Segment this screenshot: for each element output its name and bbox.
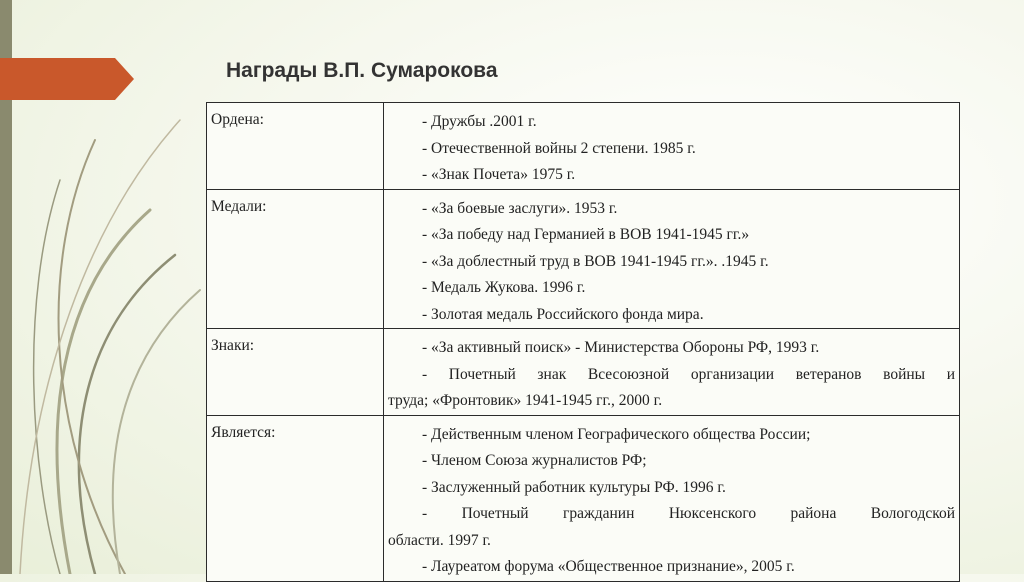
award-line: - «За боевые заслуги». 1953 г. xyxy=(422,199,618,217)
award-line: - Дружбы .2001 г. xyxy=(422,113,537,130)
award-line: - Золотая медаль Российского фонда мира. xyxy=(422,305,704,323)
category-cell: Ордена: xyxy=(207,103,384,190)
award-line: - «За доблестный труд в ВОВ 1941-1945 гг.». .1945 г. xyxy=(422,252,769,270)
award-line: труда; «Фронтовик» 1941-1945 гг., 2000 г. xyxy=(388,392,663,409)
award-line: области. 1997 г. xyxy=(388,531,491,549)
award-line: - Лауреатом форума «Общественное признание», 2005 г. xyxy=(422,558,795,575)
awards-table xyxy=(206,102,960,582)
award-line: - Действенным членом Географического общества России; xyxy=(422,425,811,443)
items-cell xyxy=(384,415,960,581)
table-row-badges xyxy=(207,329,960,416)
table-row-orders xyxy=(207,103,960,190)
category-cell: Знаки: xyxy=(207,329,384,416)
page-title: Награды В.П. Сумарокова xyxy=(226,59,498,82)
award-line: - Членом Союза журналистов РФ; xyxy=(422,452,647,469)
award-line: - «За активный поиск» - Министерства Обороны РФ, 1993 г. xyxy=(422,339,820,356)
title-arrow-shape xyxy=(0,58,134,100)
table-row-memberships xyxy=(207,415,960,581)
award-line: - Заслуженный работник культуры РФ. 1996 г. xyxy=(422,478,726,496)
table-row-medals xyxy=(207,189,960,329)
award-line: - «Знак Почета» 1975 г. xyxy=(422,166,576,183)
items-cell xyxy=(384,329,960,416)
items-cell xyxy=(384,189,960,329)
award-line: - «За победу над Германией в ВОВ 1941-1945 гг.» xyxy=(422,226,750,243)
category-cell: Медали: xyxy=(207,189,384,329)
items-cell xyxy=(384,103,960,190)
category-cell: Является: xyxy=(207,415,384,581)
award-line: - Медаль Жукова. 1996 г. xyxy=(422,279,586,296)
award-line: - Отечественной войны 2 степени. 1985 г. xyxy=(422,139,696,157)
award-line: - Почетный знак Всесоюзной организации ветеранов войны и xyxy=(422,365,955,383)
award-line: - Почетный гражданин Нюксенского района Вологодской xyxy=(422,505,955,522)
